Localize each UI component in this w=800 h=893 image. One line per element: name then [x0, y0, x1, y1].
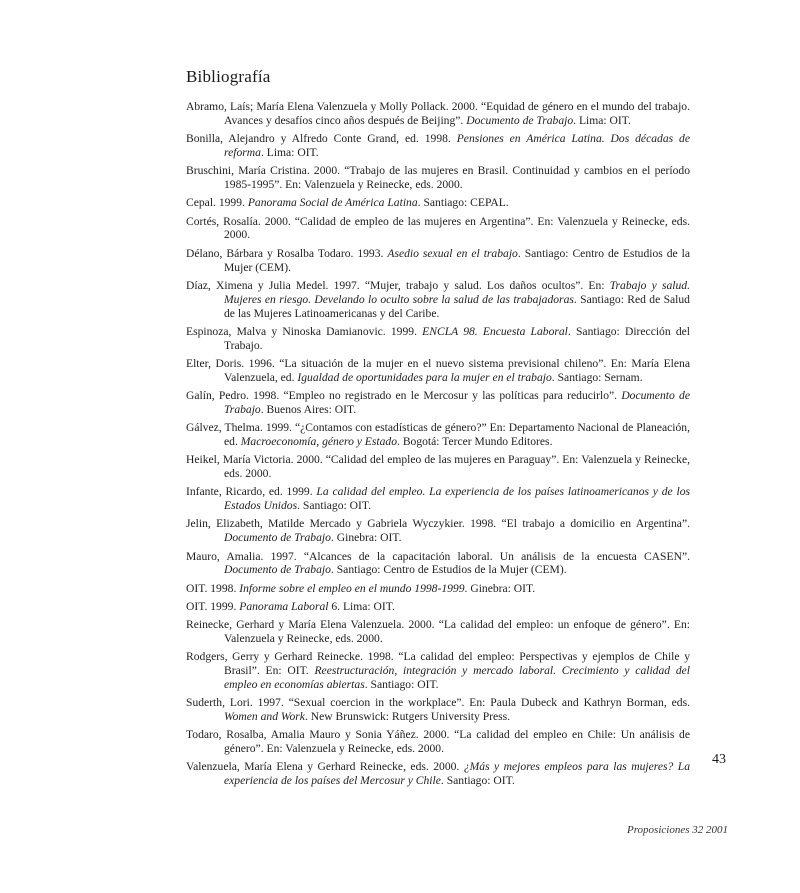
bibliography-entry: [186, 247, 690, 275]
entry-text: . Buenos Aires: OIT.: [260, 402, 357, 416]
entry-text: . Santiago: Centro de Estudios de la Mujer (CEM).: [330, 563, 567, 577]
entry-title-italic: Documento de Trabajo: [466, 113, 574, 127]
bibliography-list: [186, 100, 690, 793]
bibliography-entry: [186, 728, 690, 756]
entry-title-italic: Women and Work: [224, 710, 305, 724]
entry-text: Díaz, Ximena y Julia Medel. 1997. “Mujer, trabajo y salud. Los daños ocultos”. En:: [186, 278, 610, 292]
bibliography-entry: [186, 196, 690, 210]
entry-text: Abramo, Laís; María Elena Valenzuela y Molly Pollack. 2000. “Equidad de género en el mundo del trabajo. Avances y desafíos cinco años después de Beijing”.: [186, 100, 690, 127]
entry-text: Cortés, Rosalía. 2000. “Calidad de empleo de las mujeres en Argentina”. En: Valenzuela y Reinecke, eds. 2000.: [186, 214, 690, 242]
bibliography-entry: [186, 550, 690, 578]
entry-text: 6. Lima: OIT.: [328, 599, 395, 613]
entry-text: Reinecke, Gerhard y María Elena Valenzuela. 2000. “La calidad del empleo: un enfoque de género”. En: Valenzuela y Reinecke, eds. 2000.: [186, 618, 690, 645]
entry-title-italic: Reestructuración, integración y mercado laboral. Crecimiento y calidad del empleo en economías abiertas: [224, 664, 690, 691]
bibliography-entry: [186, 164, 690, 192]
bibliography-entry: [186, 696, 690, 724]
bibliography-entry: [186, 279, 690, 321]
entry-title-italic: Documento de Trabajo: [224, 531, 331, 545]
bibliography-entry: [186, 357, 690, 385]
page-heading: Bibliografía: [186, 67, 271, 86]
entry-text: Bonilla, Alejandro y Alfredo Conte Grand, ed. 1998.: [186, 132, 457, 146]
bibliography-entry: [186, 760, 690, 788]
entry-text: . Ginebra: OIT.: [464, 581, 536, 595]
entry-title-italic: Igualdad de oportunidades para la mujer en el trabajo: [297, 370, 552, 384]
entry-text: Délano, Bárbara y Rosalba Todaro. 1993.: [186, 246, 388, 260]
entry-text: . New Brunswick: Rutgers University Press.: [304, 710, 511, 724]
bibliography-entry: [186, 650, 690, 692]
entry-title-italic: Pensiones en América Latina. Dos décadas de reforma: [224, 132, 690, 160]
entry-text: . Lima: OIT.: [573, 113, 631, 127]
entry-title-italic: La calidad del empleo. La experiencia de los países latinoamericanos y de los Estados Unidos: [224, 485, 690, 513]
entry-text: Heikel, María Victoria. 2000. “Calidad del empleo de las mujeres en Paraguay”. En: Valenzuela y Reinecke, eds. 2000.: [186, 453, 690, 481]
entry-text: OIT. 1998.: [186, 581, 240, 595]
entry-text: . Santiago: OIT.: [297, 499, 371, 513]
bibliography-entry: [186, 453, 690, 481]
entry-text: Todaro, Rosalba, Amalia Mauro y Sonia Yáñez. 2000. “La calidad del empleo en Chile: Un análisis de género”. En: Valenzuela y Reinecke, eds. 2000.: [186, 728, 690, 756]
entry-text: Bruschini, María Cristina. 2000. “Trabajo de las mujeres en Brasil. Continuidad y cambios en el período 1985-1995”. En: Valenzuela y Reinecke, eds. 2000.: [186, 164, 690, 192]
entry-text: . Santiago: CEPAL.: [417, 196, 509, 210]
entry-title-italic: Macroeconomía, género y Estado: [240, 435, 398, 448]
entry-text: Galín, Pedro. 1998. “Empleo no registrado en le Mercosur y las políticas para reducirlo”.: [186, 388, 622, 402]
bibliography-entry: [186, 582, 690, 596]
entry-title-italic: Panorama Laboral: [239, 599, 329, 613]
entry-text: . Santiago: Red de Salud de las Mujeres Latinoamericanas y del Caribe.: [224, 292, 690, 320]
page-number: 43: [712, 752, 726, 767]
bibliography-entry: [186, 325, 690, 353]
journal-footer: Proposiciones 32 2001: [626, 824, 728, 836]
bibliography-entry: [186, 100, 690, 128]
bibliography-entry: [186, 485, 690, 513]
entry-text: . Bogotá: Tercer Mundo Editores.: [397, 435, 553, 448]
entry-title-italic: ¿Más y mejores empleos para las mujeres? La experiencia de los países del Mercosur y Chile: [224, 760, 691, 788]
bibliography-entry: [186, 600, 690, 614]
entry-text: Mauro, Amalia. 1997. “Alcances de la capacitación laboral. Un análisis de la encuesta CASEN”.: [186, 549, 690, 563]
entry-text: . Ginebra: OIT.: [330, 531, 402, 545]
entry-text: Infante, Ricardo, ed. 1999.: [186, 485, 317, 499]
bibliography-entry: [186, 132, 690, 160]
bibliography-entry: [186, 618, 690, 646]
entry-text: . Santiago: OIT.: [440, 774, 515, 788]
entry-text: Rodgers, Gerry y Gerhard Reinecke. 1998. “La calidad del empleo: Perspectivas y ejemplos de Chile y Brasil”. En: OIT.: [186, 650, 690, 678]
entry-text: Suderth, Lori. 1997. “Sexual coercion in the workplace”. En: Paula Dubeck and Kathryn Borman, eds.: [186, 696, 690, 710]
entry-title-italic: Documento de Trabajo: [224, 388, 690, 416]
entry-text: Espinoza, Malva y Ninoska Damianovic. 1999.: [186, 324, 423, 338]
bibliography-entry: [186, 389, 690, 417]
bibliography-entry: [186, 517, 690, 545]
entry-text: Valenzuela, María Elena y Gerhard Reinecke, eds. 2000.: [186, 760, 464, 774]
entry-text: . Santiago: OIT.: [364, 677, 439, 691]
entry-text: Elter, Doris. 1996. “La situación de la mujer en el nuevo sistema previsional chileno”. En: María Elena Valenzuela, ed.: [186, 356, 690, 384]
bibliography-entry: [186, 421, 690, 449]
entry-title-italic: Trabajo y salud. Mujeres en riesgo. Develando lo oculto sobre la salud de las trabajadoras: [224, 278, 691, 306]
entry-text: Jelin, Elizabeth, Matilde Mercado y Gabriela Wyczykier. 1998. “El trabajo a domicilio en Argentina”.: [186, 517, 690, 531]
entry-title-italic: Asedio sexual en el trabajo: [387, 246, 518, 260]
entry-title-italic: Informe sobre el empleo en el mundo 1998-1999: [239, 581, 465, 595]
entry-text: Cepal. 1999.: [186, 196, 248, 210]
entry-text: . Lima: OIT.: [260, 146, 319, 160]
entry-text: OIT. 1999.: [186, 599, 240, 613]
entry-text: . Santiago: Centro de Estudios de la Mujer (CEM).: [224, 246, 691, 274]
entry-title-italic: Panorama Social de América Latina: [247, 196, 418, 210]
entry-title-italic: ENCLA 98. Encuesta Laboral: [422, 324, 568, 338]
entry-text: Gálvez, Thelma. 1999. “¿Contamos con estadísticas de género?” En: Departamento Nacional de Planeación, ed.: [186, 421, 690, 448]
entry-text: . Santiago: Sernam.: [551, 370, 643, 384]
bibliography-entry: [186, 215, 690, 243]
entry-text: . Santiago: Dirección del Trabajo.: [224, 324, 690, 352]
entry-title-italic: Documento de Trabajo: [224, 563, 331, 577]
